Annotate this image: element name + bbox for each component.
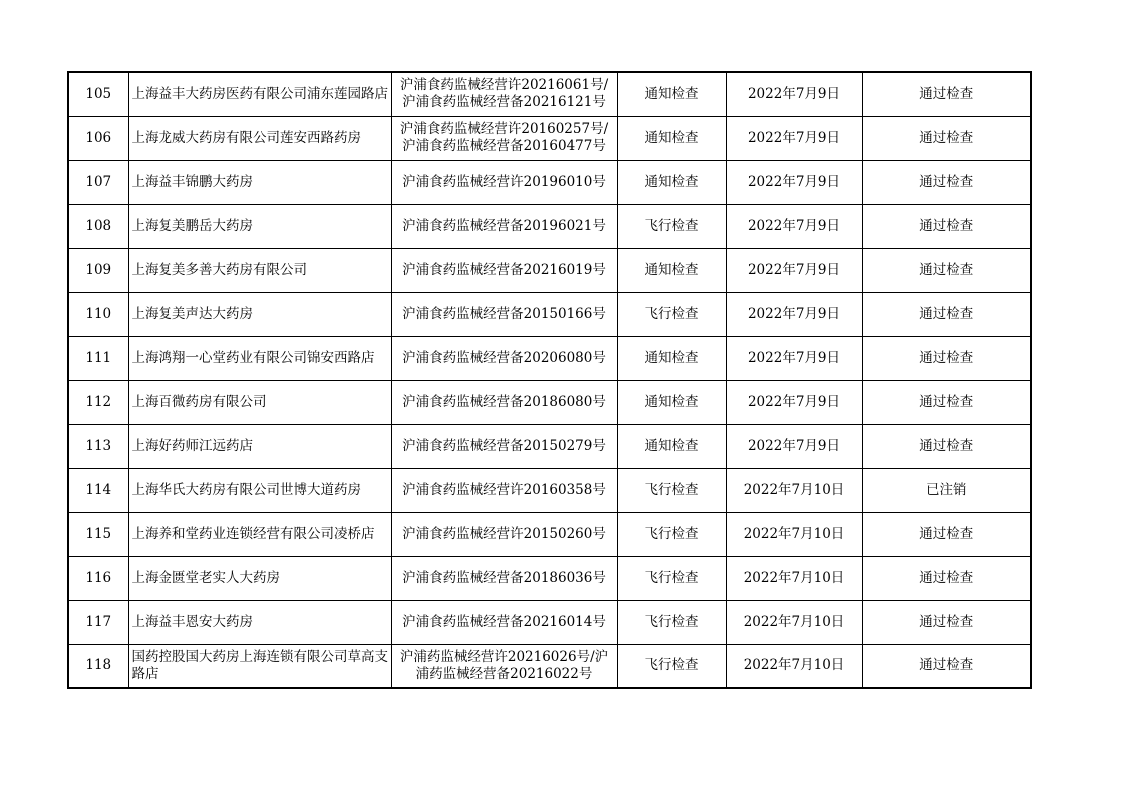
inspection-result: 通过检查	[862, 380, 1031, 424]
inspection-result: 通过检查	[862, 644, 1031, 688]
row-number: 116	[68, 556, 128, 600]
license-number: 沪浦食药监械经营备20206080号	[391, 336, 617, 380]
company-name: 上海鸿翔一心堂药业有限公司锦安西路店	[128, 336, 391, 380]
license-number: 沪浦食药监械经营许20150260号	[391, 512, 617, 556]
inspection-method: 飞行检查	[617, 204, 726, 248]
row-number: 107	[68, 160, 128, 204]
company-name: 上海龙威大药房有限公司莲安西路药房	[128, 116, 391, 160]
company-name: 上海益丰锦鹏大药房	[128, 160, 391, 204]
inspection-method: 通知检查	[617, 116, 726, 160]
inspection-date: 2022年7月9日	[726, 248, 862, 292]
inspection-method: 通知检查	[617, 72, 726, 116]
company-name: 上海好药师江远药店	[128, 424, 391, 468]
company-name: 上海养和堂药业连锁经营有限公司凌桥店	[128, 512, 391, 556]
inspection-method: 飞行检查	[617, 644, 726, 688]
company-name: 国药控股国大药房上海连锁有限公司草高支路店	[128, 644, 391, 688]
records-body	[68, 72, 1031, 688]
license-number: 沪浦食药监械经营许20216061号/沪浦食药监械经营备20216121号	[391, 72, 617, 116]
inspection-result: 通过检查	[862, 512, 1031, 556]
inspection-method: 通知检查	[617, 380, 726, 424]
row-number: 110	[68, 292, 128, 336]
inspection-method: 飞行检查	[617, 600, 726, 644]
inspection-date: 2022年7月9日	[726, 380, 862, 424]
row-number: 114	[68, 468, 128, 512]
inspection-result: 通过检查	[862, 292, 1031, 336]
company-name: 上海金匮堂老实人大药房	[128, 556, 391, 600]
table-row	[68, 556, 1031, 600]
inspection-result: 通过检查	[862, 248, 1031, 292]
company-name: 上海复美鹏岳大药房	[128, 204, 391, 248]
inspection-date: 2022年7月10日	[726, 644, 862, 688]
table-row	[68, 600, 1031, 644]
inspection-date: 2022年7月9日	[726, 116, 862, 160]
inspection-date: 2022年7月10日	[726, 512, 862, 556]
inspection-method: 通知检查	[617, 424, 726, 468]
row-number: 106	[68, 116, 128, 160]
inspection-result: 通过检查	[862, 424, 1031, 468]
license-number: 沪浦食药监械经营备20196021号	[391, 204, 617, 248]
inspection-result: 通过检查	[862, 204, 1031, 248]
inspection-result: 通过检查	[862, 336, 1031, 380]
license-number: 沪浦食药监械经营备20216014号	[391, 600, 617, 644]
company-name: 上海复美声达大药房	[128, 292, 391, 336]
inspection-method: 飞行检查	[617, 556, 726, 600]
inspection-date: 2022年7月9日	[726, 160, 862, 204]
row-number: 117	[68, 600, 128, 644]
row-number: 115	[68, 512, 128, 556]
company-name: 上海益丰恩安大药房	[128, 600, 391, 644]
license-number: 沪浦食药监械经营备20216019号	[391, 248, 617, 292]
table-row	[68, 380, 1031, 424]
inspection-date: 2022年7月9日	[726, 72, 862, 116]
table-row	[68, 644, 1031, 688]
row-number: 105	[68, 72, 128, 116]
license-number: 沪浦食药监械经营备20186036号	[391, 556, 617, 600]
company-name: 上海复美多善大药房有限公司	[128, 248, 391, 292]
table-row	[68, 292, 1031, 336]
inspection-date: 2022年7月9日	[726, 292, 862, 336]
inspection-method: 通知检查	[617, 336, 726, 380]
inspection-method: 通知检查	[617, 248, 726, 292]
inspection-method: 通知检查	[617, 160, 726, 204]
row-number: 109	[68, 248, 128, 292]
license-number: 沪浦食药监械经营备20186080号	[391, 380, 617, 424]
table-row	[68, 512, 1031, 556]
inspection-result: 通过检查	[862, 160, 1031, 204]
inspection-date: 2022年7月9日	[726, 204, 862, 248]
row-number: 113	[68, 424, 128, 468]
table-row	[68, 160, 1031, 204]
inspection-date: 2022年7月10日	[726, 600, 862, 644]
license-number: 沪浦食药监械经营备20150166号	[391, 292, 617, 336]
row-number: 111	[68, 336, 128, 380]
row-number: 108	[68, 204, 128, 248]
company-name: 上海百微药房有限公司	[128, 380, 391, 424]
table-row	[68, 468, 1031, 512]
inspection-result: 通过检查	[862, 600, 1031, 644]
table-row	[68, 424, 1031, 468]
inspection-date: 2022年7月10日	[726, 556, 862, 600]
inspection-date: 2022年7月10日	[726, 468, 862, 512]
inspection-method: 飞行检查	[617, 292, 726, 336]
inspection-date: 2022年7月9日	[726, 424, 862, 468]
inspection-result: 通过检查	[862, 116, 1031, 160]
table-row	[68, 72, 1031, 116]
table-row	[68, 204, 1031, 248]
table-row	[68, 248, 1031, 292]
table-row	[68, 116, 1031, 160]
company-name: 上海益丰大药房医药有限公司浦东莲园路店	[128, 72, 391, 116]
inspection-result: 通过检查	[862, 72, 1031, 116]
company-name: 上海华氏大药房有限公司世博大道药房	[128, 468, 391, 512]
inspection-method: 飞行检查	[617, 512, 726, 556]
license-number: 沪浦食药监械经营许20196010号	[391, 160, 617, 204]
table-row	[68, 336, 1031, 380]
license-number: 沪浦食药监械经营许20160358号	[391, 468, 617, 512]
inspection-result: 已注销	[862, 468, 1031, 512]
license-number: 沪浦药监械经营许20216026号/沪浦药监械经营备20216022号	[391, 644, 617, 688]
row-number: 112	[68, 380, 128, 424]
license-number: 沪浦食药监械经营备20150279号	[391, 424, 617, 468]
inspection-result: 通过检查	[862, 556, 1031, 600]
row-number: 118	[68, 644, 128, 688]
license-number: 沪浦食药监械经营许20160257号/沪浦食药监械经营备20160477号	[391, 116, 617, 160]
inspection-method: 飞行检查	[617, 468, 726, 512]
inspection-date: 2022年7月9日	[726, 336, 862, 380]
inspection-records-table	[67, 71, 1032, 689]
